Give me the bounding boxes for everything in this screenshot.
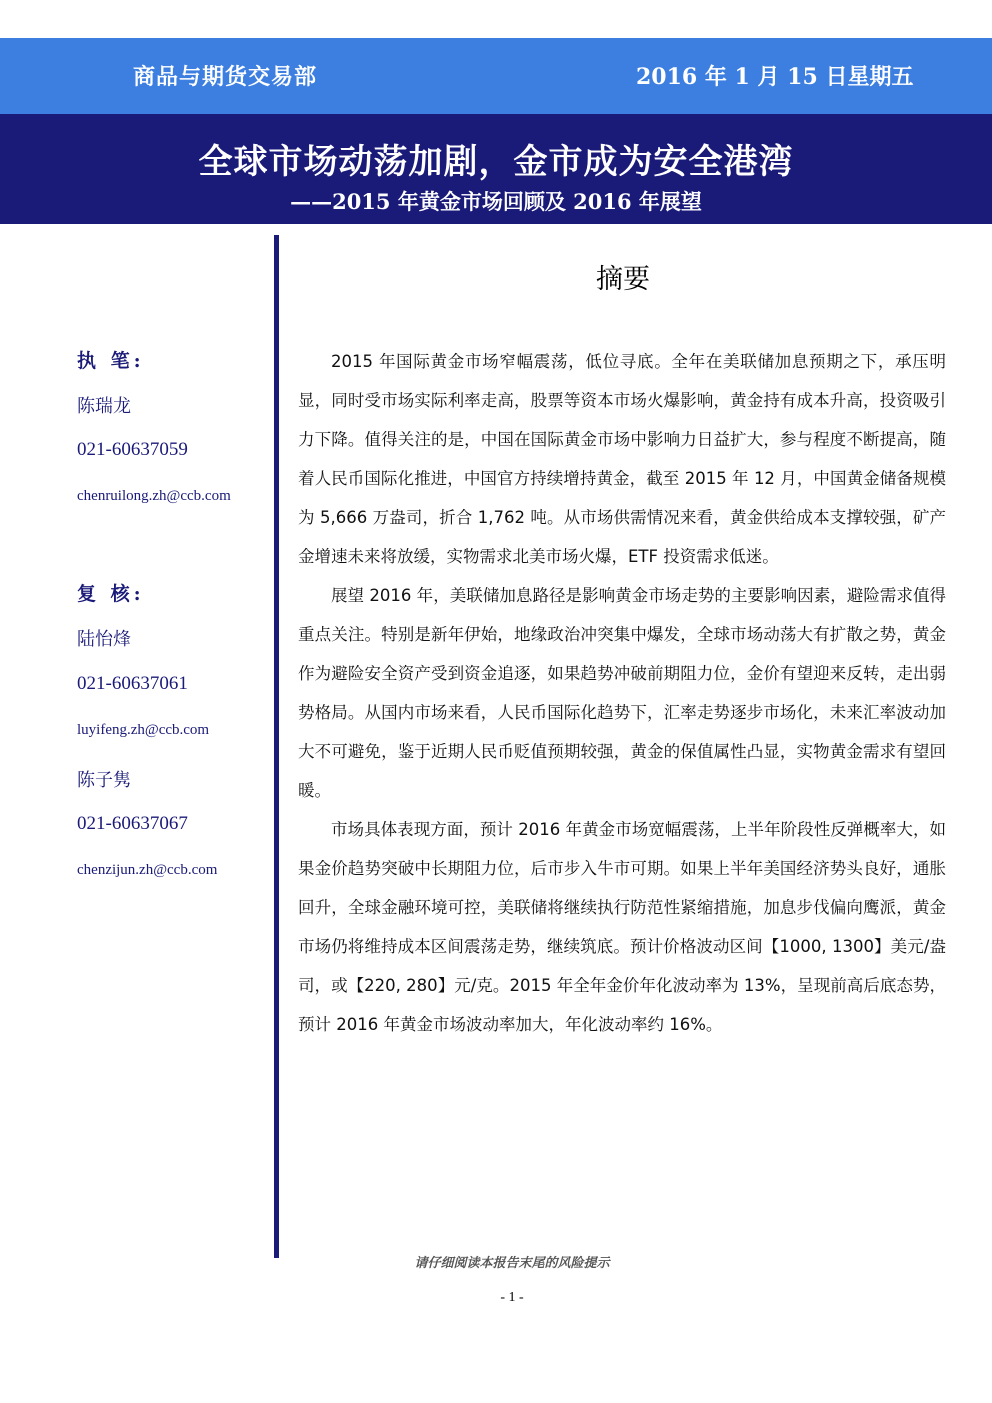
summary-paragraph: 展望 2016 年，美联储加息路径是影响黄金市场走势的主要影响因素，避险需求值得重点关注。特别是新年伊始，地缘政治冲突集中爆发，全球市场动荡大有扩散之势，黄金作为避险安全资产受到资金追逐，如果趋势冲破前期阻力位，金价有望迎来反转，走出弱势格局。从国内市场来看，人民币国际化趋势下，汇率走势逐步市场化，未来汇率波动加大不可避免，鉴于近期人民币贬值预期较强，黄金的保值属性凸显，实物黄金需求有望回暖。 [298, 586, 946, 800]
risk-note: 请仔细阅读本报告末尾的风险提示 [414, 1256, 610, 1271]
reviewer-name: 陆怡烽 [77, 629, 131, 650]
header-bar [0, 38, 992, 114]
report-title: 全球市场动荡加剧，金市成为安全港湾 [198, 142, 794, 182]
department-name: 商品与期货交易部 [133, 64, 318, 90]
reviewer-name: 陈子隽 [77, 770, 131, 791]
author-email[interactable]: chenruilong.zh@ccb.com [77, 488, 231, 504]
summary-body [298, 342, 946, 1044]
author-phone: 021-60637059 [77, 439, 188, 460]
reviewer-email[interactable]: luyifeng.zh@ccb.com [77, 722, 210, 738]
summary-paragraph: 2015 年国际黄金市场窄幅震荡，低位寻底。全年在美联储加息预期之下，承压明显，同时受市场实际利率走高，股票等资本市场火爆影响，黄金持有成本升高，投资吸引力下降。值得关注的是，中国在国际黄金市场中影响力日益扩大，参与程度不断提高，随着人民币国际化推进，中国官方持续增持黄金，截至 2015 年 12 月，中国黄金储备规模为 5,666 万盎司，折合 1,762 吨。从市场供需情况来看，黄金供给成本支撑较强，矿产金增速未来将放缓，实物需求北美市场火爆，ETF 投资需求低迷。 [298, 352, 946, 566]
author-label: 执 笔: [77, 350, 145, 372]
reviewer-phone: 021-60637061 [77, 673, 188, 694]
title-banner [0, 114, 992, 224]
reviewer-phone: 021-60637067 [77, 813, 188, 834]
column-divider [274, 235, 279, 1258]
page-number: - 1 - [500, 1290, 524, 1305]
report-date: 2016 年 1 月 15 日星期五 [636, 64, 914, 90]
report-subtitle: ——2015 年黄金市场回顾及 2016 年展望 [290, 189, 702, 214]
author-name: 陈瑞龙 [77, 396, 131, 417]
reviewer-email[interactable]: chenzijun.zh@ccb.com [77, 862, 218, 878]
summary-heading: 摘要 [596, 264, 650, 295]
reviewer-label: 复 核: [77, 583, 145, 605]
summary-paragraph: 市场具体表现方面，预计 2016 年黄金市场宽幅震荡，上半年阶段性反弹概率大，如果金价趋势突破中长期阻力位，后市步入牛市可期。如果上半年美国经济势头良好，通胀回升，全球金融环境可控，美联储将继续执行防范性紧缩措施，加息步伐偏向鹰派，黄金市场仍将维持成本区间震荡走势，继续筑底。预计价格波动区间【1000, 1300】美元/盎司，或【220, 280】元/克。2015 年全年金价年化波动率为 13%，呈现前高后底态势，预计 2016 年黄金市场波动率加大，年化波动率约 16%。 [298, 820, 946, 1034]
